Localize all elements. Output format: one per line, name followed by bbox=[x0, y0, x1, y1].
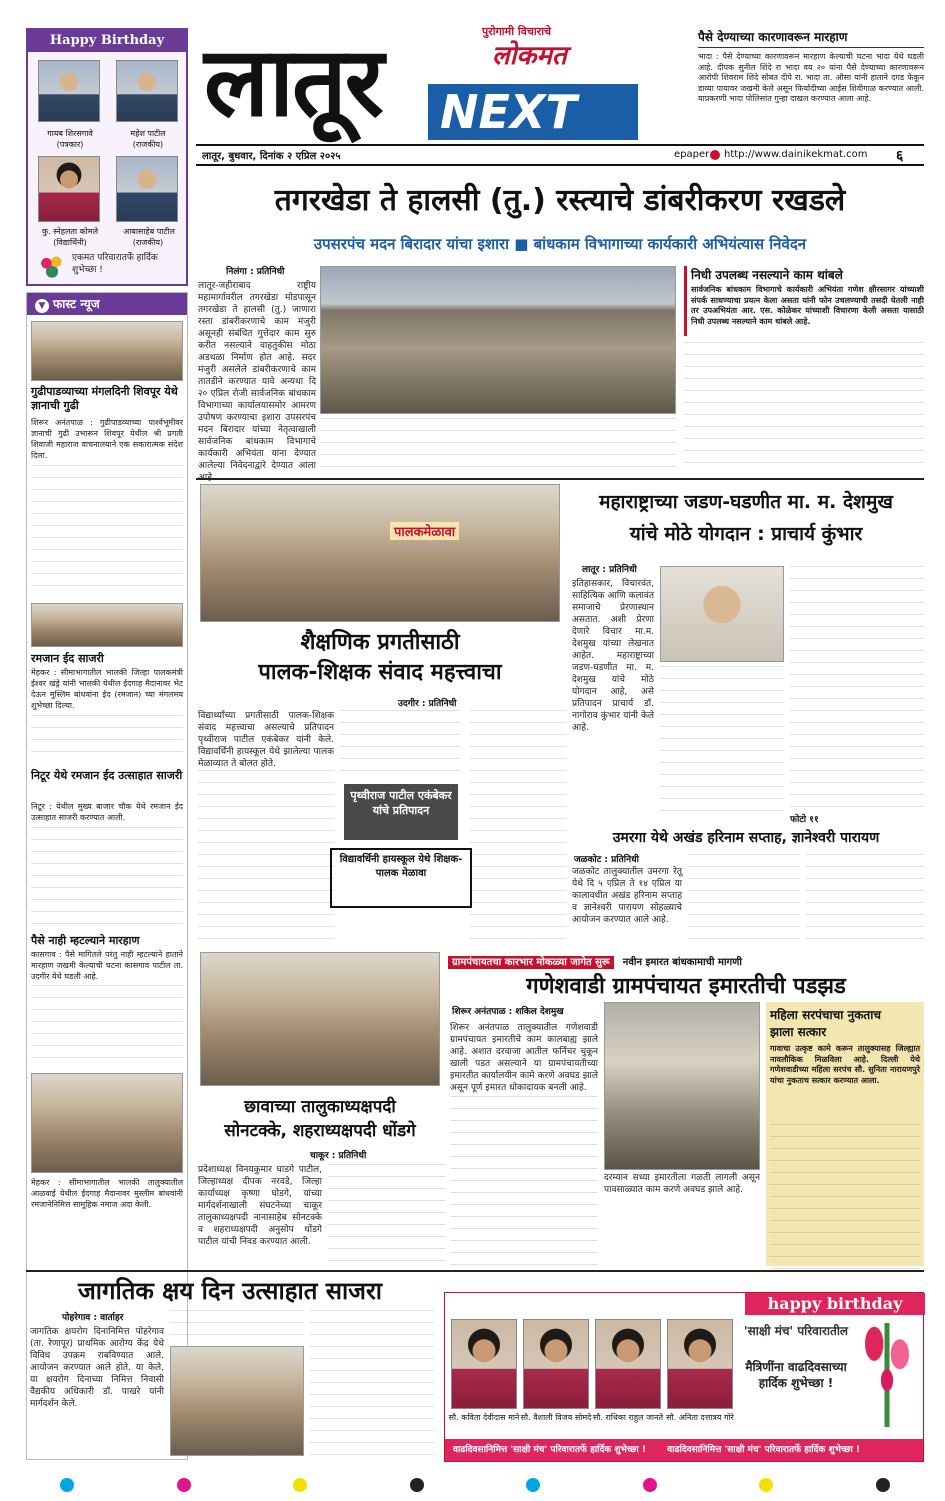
tulip-flowers-icon bbox=[855, 1323, 919, 1427]
registration-marks bbox=[60, 1478, 890, 1494]
bday-photo-1 bbox=[451, 1319, 517, 1409]
deshmukh-headline-1: महाराष्ट्राच्या जडण-घडणीत मा. म. देशमुख bbox=[599, 491, 893, 513]
deshmukh-body-col3 bbox=[660, 666, 784, 820]
fast-news-headline-1: गुढीपाडव्याच्या मंगलदिनी शिवपूर येथे ज्ञानाची गुढी bbox=[31, 385, 178, 412]
cyan-mark bbox=[60, 1478, 74, 1492]
chevron-down-icon: ▼ bbox=[35, 299, 49, 313]
top-brief-headline: पैसे देण्याच्या कारणावरून मारहाण bbox=[698, 28, 924, 48]
cyan-mark bbox=[526, 1478, 540, 1492]
magenta-mark bbox=[177, 1478, 191, 1492]
woman-headline-2: झाला सत्कार bbox=[770, 1025, 827, 1039]
gram-photo-caption: दरम्यान सध्या इमारतीला गळती लागली असून पावसाळ्यात काम करणे अवघड झाले आहे. bbox=[604, 1173, 760, 1195]
masthead-brand: लोकमत bbox=[492, 41, 567, 71]
black-mark bbox=[410, 1478, 424, 1492]
page-number: ६ bbox=[896, 148, 904, 164]
lead-sidebar bbox=[684, 266, 924, 336]
lead-body: लातूर-जहीराबाद राष्ट्रीय महामार्गावरील तगरखेडा मोडपासून तगरखेडा ते हालसी (तु.) जाणारा रस्ता डांबरीकरणाचे काम मंजुरी असूनही संबंधित गुत्तेदार काम सुरु करीत नसल्याने वाहतुकीस मोठा अडथळा निर्माण होत आहे. सदर मंजुरी असलेले डांबरीकरणाचे काम तातडीने करण्यात यावे अन्यथा दि २० एप्रिल रोजी सार्वजनिक बांधकाम विभागाच्या कार्यालयासमोर आमरण उपोषण करण्याचा इशारा उपसरपंच मदन बिरादार यांच्या नेतृत्वाखाली सार्वजनिक बांधकाम विभागाचे कार्यकारी अभियंता यांना देण्यात आलेल्या निवेदनाद्वारे देण्यात आला bbox=[198, 281, 316, 471]
woman-body: गावाचा उत्कृष्ट कामे करून तालुक्यासह जिल्ह्यात नावलौकिक मिळविला आहे. दिल्ली येथे गणेशवाडीच्या महिला सरपंच सौ. सुनिता नारायणपुरे यांचा नुकताच सत्कार करण्यात आला. bbox=[770, 1044, 920, 1085]
top-brief-text: भादा : पैसे देण्याच्या कारणावरून मारहाण केल्याची घटना भादा येथे घडली आहे. दीपक सुनील शिंदे रा भादा वय २० यांना पैसे देण्याच्या कारणावरून आरोपी शिवराम शिंदे सोबत दीपे रा. भादा ता. औसा यांनी हाताने दगड फेकून डाव्या पायावर जखमी केले असून फिर्यादीच्या आईस शिवीगाळ करण्यात आली. याप्रकरणी भादा पोलिसांत गुन्हा दाखल करण्यात आला आहे. bbox=[698, 52, 924, 103]
bday-name-1: सौ. कविता देवीदास माने bbox=[448, 1413, 520, 1422]
parent-box-1 bbox=[344, 784, 458, 840]
top-brief bbox=[698, 28, 924, 140]
deshmukh-byline: लातूर : प्रतिनिधी bbox=[582, 565, 637, 575]
lead-sidebar-text: सार्वजनिक बांधकाम विभागाचे कार्यकारी अभियंता गणेश क्षीरसागर यांच्याशी संपर्क साधण्याचा प्रयत्न केला असता यांनी फोन उचलण्याची तसदी घेतली नाही तर उपअभियंता आर. एस. कोळेकर यांच्याशी विचारणा केली असता यासाठी निधी उपलब्ध नसल्याने काम थांबले आहे. bbox=[691, 285, 924, 326]
lead-headline: तगरखेडा ते हालसी (तु.) रस्त्याचे डांबरीकरण रखडले bbox=[274, 183, 846, 218]
chhava-byline: चाकूर : प्रतिनिधी bbox=[310, 1151, 367, 1161]
bday-name-3: सौ. राधिका राहुल जानते bbox=[592, 1413, 664, 1422]
woman-body-cont bbox=[770, 1124, 920, 1270]
birthday-wish: एकमत परिवारातर्फे हार्दिक शुभेच्छा ! bbox=[72, 253, 158, 275]
bday-footer bbox=[444, 1292, 924, 1462]
woman-sarpanch-box bbox=[766, 1002, 924, 1266]
birthday-name-4: आबासाहेब पाटील bbox=[123, 227, 175, 236]
tb-photo bbox=[170, 1346, 304, 1456]
masthead-tagline: पुरोगामी विचाराचे bbox=[482, 25, 552, 38]
deshmukh-headline-2: यांचे मोठे योगदान : प्राचार्य कुंभार bbox=[629, 523, 863, 545]
umarga-body-col2 bbox=[688, 854, 800, 946]
tb-byline: पोहरेगाव : वार्ताहर bbox=[62, 1313, 124, 1323]
birthday-name-3: कु. स्नेहलता कोमले bbox=[42, 227, 98, 236]
strip-right: नवीन इमारत बांधकामाची मागणी bbox=[622, 957, 742, 968]
bday-org: 'साक्षी मंच' परिवारातील bbox=[743, 1324, 849, 1338]
parent-meet-photo bbox=[200, 484, 560, 622]
woman-headline-1: महिला सरपंचाचा नुकताच bbox=[770, 1008, 881, 1022]
fast-news-body-1 bbox=[31, 465, 183, 597]
fast-news-body-2 bbox=[31, 715, 183, 761]
bday-photo-4 bbox=[667, 1319, 733, 1409]
gram-byline: शिरूर अनंतपाळ : शकिल देशमुख bbox=[452, 1007, 564, 1017]
dateline: लातूर, बुधवार, दिनांक २ एप्रिल २०२५ bbox=[202, 151, 341, 162]
deshmukh-photo-caption: फोटो ११ bbox=[790, 815, 819, 825]
deshmukh-body: इतिहासकार, विचारवंत, साहित्यिक आणि कलावंत समाजाचे प्रेरणास्थान असतात. अशी प्रेरणा देणारे विचार मा.म. देशमुख यांच्या लेखनात आहेत. महाराष्ट्राच्या जडण-घडणीत मा. म. देशमुख यांचे मोठे योगदान आहे, असे प्रतिपादन प्राचार्य डॉ. नागोराव कुंभार यांनी केले आहे. bbox=[572, 579, 654, 733]
yellow-mark bbox=[759, 1478, 773, 1492]
parent-box-1-text: पृथ्वीराज पाटील एकंबेकर यांचे प्रतिपादन bbox=[350, 789, 452, 817]
parent-headline-1: शैक्षणिक प्रगतीसाठी bbox=[300, 630, 460, 655]
fast-news-photo-caption: मेहकर : सीमाभागातील भालकी तालुक्यातील आळवाई येथील ईदगाह मैदानावर मुस्लीम बांधवांनी रमजानेनिमित्त सामूहिक नमाज अदा केली. bbox=[31, 1178, 183, 1209]
birthday-role-4: (राजकीय) bbox=[132, 238, 164, 247]
parent-body-col3 bbox=[470, 710, 566, 946]
yellow-mark bbox=[293, 1478, 307, 1492]
fast-news-photo-3 bbox=[31, 1073, 183, 1173]
epaper-label: epaper bbox=[674, 149, 710, 160]
chhava-body: प्रदेशाध्यक्ष विनयकुमार घाडगे पाटील, जिल्हाध्यक्ष दीपक नरवडे, जिल्हा कार्याध्यक्ष कृष्णा घोडगे, यांच्या मार्गदर्शनाखाली संघटनेच्या चाकूर तालुकाध्यक्षपदी नानासाहेब सोनटक्के व शहराध्यक्षपदी अनुसोप धोंडगे पाटील यांची निवड करण्यात आली. bbox=[198, 1165, 322, 1247]
parent-body: विद्यार्थ्यांच्या प्रगतीसाठी पालक-शिक्षक संवाद महत्त्वाचा असल्याचे प्रतिपादन पृथ्वीराज पाटील एकंबेकर यांनी केले. विद्यावर्धिनी हायस्कूल येथे झालेल्या पालक मेळाव्यात ते बोलत होते. bbox=[198, 711, 334, 769]
fast-news-body-3 bbox=[31, 827, 183, 927]
birthday-photo-3 bbox=[38, 156, 100, 222]
bday-footer-text-2: वाढदिवसानिमित्त 'साक्षी मंच' परिवारातर्फे हार्दिक शुभेच्छा ! bbox=[667, 1445, 861, 1455]
masthead bbox=[196, 24, 694, 158]
bday-msg: मैत्रिणींना वाढदिवसाच्या हार्दिक शुभेच्छा ! bbox=[745, 1360, 847, 1390]
umarga-byline: जळकोट : प्रतिनिधी bbox=[574, 855, 639, 865]
lead-subhead: उपसरपंच मदन बिरादार यांचा इशारा ■ बांधकाम विभागाच्या कार्यकारी अभियंत्यास निवेदन bbox=[313, 235, 807, 253]
chhava-headline-2: सोनटक्के, शहराध्यक्षपदी धोंडगे bbox=[224, 1121, 416, 1141]
site-url[interactable]: http://www.dainikekmat.com bbox=[724, 149, 868, 160]
bday-footer-title: happy birthday bbox=[745, 1293, 925, 1315]
strip-left: ग्रामपंचायतचा कारभार मोकळ्या जागेत सुरू bbox=[448, 956, 614, 969]
lead-body-cont bbox=[320, 418, 676, 474]
bday-photo-3 bbox=[595, 1319, 661, 1409]
bday-footer-text-1: वाढदिवसानिमित्त 'साक्षी मंच' परिवारातर्फे हार्दिक शुभेच्छा ! bbox=[453, 1445, 646, 1455]
birthday-role-2: (राजकीय) bbox=[132, 140, 164, 149]
fast-news-header bbox=[27, 293, 187, 315]
divider bbox=[196, 478, 924, 480]
gram-headline: गणेशवाडी ग्रामपंचायत इमारतीची पडझड bbox=[526, 974, 846, 999]
fast-news-body-4 bbox=[31, 985, 183, 1065]
bday-photo-2 bbox=[523, 1319, 589, 1409]
lead-byline: निलंगा : प्रतिनिधी bbox=[226, 267, 285, 277]
divider-bottom bbox=[26, 1270, 924, 1272]
masthead-title: लातूर bbox=[204, 26, 382, 138]
tb-body-col3 bbox=[310, 1310, 434, 1456]
black-mark bbox=[876, 1478, 890, 1492]
fast-news-headline-4: पैसे नाही म्हटल्याने मारहाण bbox=[31, 934, 140, 947]
dateline-bar bbox=[196, 144, 924, 166]
tb-body: जागतिक क्षयरोग दिनानिमित्त पोहरेगाव (ता. रेणापूर) प्राथमिक आरोग्य केंद्र येथे विविध उपक्रम राबविण्यात आले. आयोजन करण्यात आले होते. या केले, या क्षयरोग दिनाच्या निमित्त निवासी वैद्यकीय अधिकारी डॉ. पाखरे यांनी मार्गदर्शन केले. bbox=[30, 1327, 164, 1409]
fast-news-headline-2: रमजान ईद साजरी bbox=[31, 652, 104, 665]
fast-news-lead-1: शिरूर अनंतपाळ : गुढीपाडव्याच्या पार्श्वभूमीवर ज्ञानाची गुढी उभारून शिवपूर येथील श्री प्रगती शिवाजी महाराज वाचनालयाने एक सकारात्मक संदेश दिला. bbox=[31, 418, 183, 460]
fast-news-lead-2: मेहकर : सीमाभागातील भालकी जिल्हा पालकमंत्री ईश्वर खंड्रे यांनी भालकी येथील ईदगाह मैदानावर भेट देऊन मुस्लिम बांधवांना ईद (रमजान) च्या मंगलमय शुभेच्छा दिल्या. bbox=[31, 668, 183, 710]
parent-banner: पालकमेळावा bbox=[390, 522, 459, 540]
fast-news-lead-3: निटूर : येथील मुख्य बाजार चौक येथे रमजान ईद उत्साहात साजरी करण्यात आली. bbox=[31, 802, 183, 822]
deshmukh-body-col4 bbox=[790, 566, 924, 810]
bday-name-2: सौ. वैशाली विजय सोमदे bbox=[520, 1413, 592, 1422]
bday-footer-strip bbox=[445, 1439, 923, 1461]
umarga-body: जळकोट तालुक्यातील उमरगा रेतू येथे दि ५ एप्रिल ते १४ एप्रिल या कालावधीत अखंड हरिनाम सप्ताह व ज्ञानेश्वरी पारायण सोहळ्याचे आयोजन करण्यात आले आहे. bbox=[572, 867, 682, 925]
bday-name-4: सौ. अनिता दत्तात्रय गोरे bbox=[666, 1413, 734, 1422]
masthead-next: NEXT bbox=[428, 84, 638, 140]
link-icon bbox=[710, 150, 720, 160]
birthday-photo-4 bbox=[116, 156, 178, 222]
umarga-headline: उमरगा येथे अखंड हरिनाम सप्ताह, ज्ञानेश्वरी पारायण bbox=[612, 830, 880, 846]
parent-body-cont bbox=[198, 770, 334, 946]
birthday-box bbox=[26, 28, 188, 286]
tb-headline: जागतिक क्षय दिन उत्साहात साजरा bbox=[77, 1277, 383, 1305]
magenta-mark bbox=[643, 1478, 657, 1492]
umarga-body-col3 bbox=[806, 854, 924, 946]
birthday-role-3: (विद्यार्थिनी) bbox=[53, 238, 87, 247]
chhava-headline-1: छावाच्या तालुकाध्यक्षपदी bbox=[244, 1097, 396, 1117]
lead-sidebar-body bbox=[684, 342, 924, 474]
chhava-photo bbox=[200, 952, 440, 1086]
fast-news-headline-3: निटूर येथे रमजान ईद उत्साहात साजरी bbox=[31, 769, 183, 782]
tb-body-col2 bbox=[170, 1310, 304, 1342]
birthday-role-1: (पत्रकार) bbox=[56, 140, 84, 149]
birthday-name-2: महेश पाटील bbox=[130, 129, 166, 138]
fast-news-title: फास्ट न्यूज bbox=[53, 297, 100, 311]
fast-news-lead-4: कासगाव : पैसे मागितले परंतु नाही म्हटल्याने हाताने मारहाण जखमी केल्याची घटना कासगाव पाटील ता. उदगीर येथे घडली आहे. bbox=[31, 950, 183, 981]
parent-box-2 bbox=[330, 848, 472, 908]
birthday-box-title: Happy Birthday bbox=[28, 30, 186, 52]
lead-sidebar-title: निधी उपलब्ध नसल्याने काम थांबले bbox=[691, 268, 843, 282]
birthday-name-1: गायब शिरसगावे bbox=[47, 129, 93, 138]
birthday-photo-2 bbox=[116, 60, 178, 122]
deshmukh-photo bbox=[660, 566, 784, 662]
fast-news-photo-2 bbox=[31, 603, 183, 647]
flower-bouquet-icon bbox=[38, 252, 66, 280]
gram-photo bbox=[604, 1002, 760, 1170]
parent-headline-2: पालक-शिक्षक संवाद महत्त्वाचा bbox=[258, 660, 502, 685]
parent-byline: उदगीर : प्रतिनिधी bbox=[398, 699, 457, 709]
chhava-body-col2 bbox=[328, 1164, 446, 1266]
gram-body: शिरूर अनंतपाळ तालुक्यातील गणेशवाडी ग्रामपंचायत इमारतीचे काम कालबाह्य झाले आहे. अशात दरवाजा आतील फर्निचर चुकून खाली पडत असल्याने या ग्रामपंचायतीच्या इमारतीत कार्यालयीन कामे करणे अवघड झाले असून पूर्ण इमारत धोकादायक बनली आहे. bbox=[450, 1023, 598, 1093]
fast-news-photo-1 bbox=[31, 321, 183, 381]
lead-photo bbox=[320, 266, 676, 414]
parent-box-2-text: विद्यावर्धिनी हायस्कूल येथे शिक्षक-पालक मेळावा bbox=[339, 854, 463, 879]
birthday-photo-1 bbox=[38, 60, 100, 122]
gram-body-cont bbox=[450, 1096, 598, 1266]
parent-body-col2 bbox=[340, 710, 460, 780]
gram-strip bbox=[448, 950, 924, 968]
